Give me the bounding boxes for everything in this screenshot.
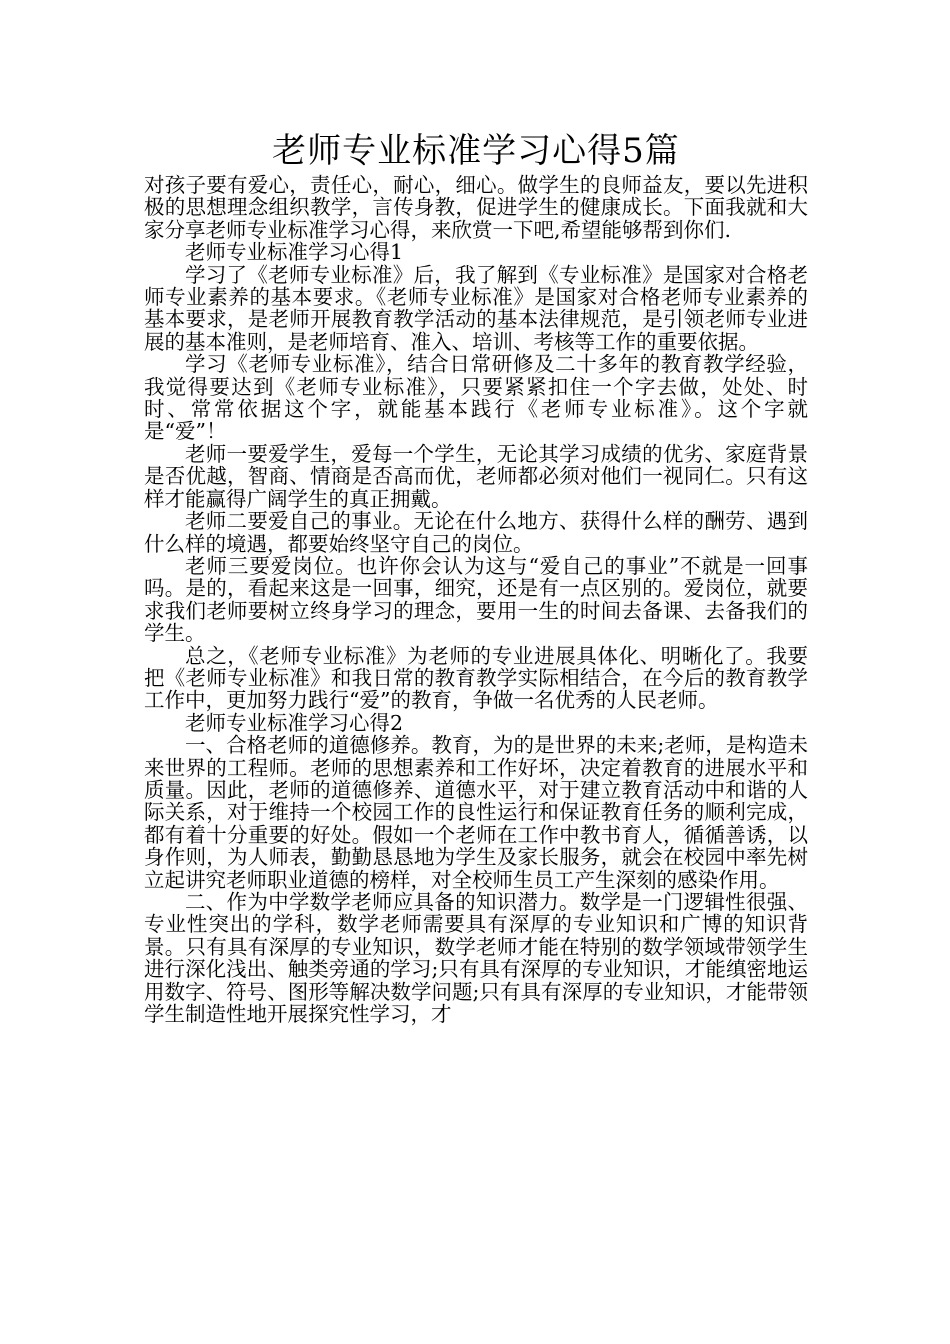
section-2-paragraph: 一、合格老师的道德修养。教育，为的是世界的未来;老师，是构造未来世界的工程师。老师的思想素养和工作好坏，决定着教育的进展水平和质量。因此，老师的道德修养、道德水平，对于建立教育活动中和谐的人际关系，对于维持一个校园工作的良性运行和保证教育任务的顺利完成，都有着十分重要的好处。假如一个老师在工作中教书育人，循循善诱，以身作则，为人师表，勤勤恳恳地为学生及家长服务，就会在校园中率先树立起讲究老师职业道德的榜样，对全校师生员工产生深刻的感染作用。	[144, 733, 808, 892]
section-1-paragraph: 老师一要爱学生，爱每一个学生，无论其学习成绩的优劣、家庭背景是否优越，智商、情商是否高而优，老师都必须对他们一视同仁。只有这样才能赢得广阔学生的真正拥戴。	[144, 441, 808, 511]
section-1-heading: 老师专业标准学习心得1	[185, 240, 404, 265]
document-title: 老师专业标准学习心得5篇	[272, 131, 680, 171]
section-1-paragraph: 学习了《老师专业标准》后，我了解到《专业标准》是国家对合格老师专业素养的基本要求。《老师专业标准》是国家对合格老师专业素养的基本要求，是老师开展教育教学活动的基本法律规范，是引领老师专业进展的基本准则，是老师培育、准入、培训、考核等工作的重要依据。	[144, 262, 808, 354]
section-1-paragraph: 总之，《老师专业标准》为老师的专业进展具体化、明晰化了。我要把《老师专业标准》和我日常的教育教学实际相结合，在今后的教育教学工作中，更加努力践行“爱”的教育，争做一名优秀的人民老师。	[144, 643, 808, 713]
section-1-paragraph: 老师二要爱自己的事业。无论在什么地方、获得什么样的酬劳、遇到什么样的境遇，都要始终坚守自己的岗位。	[144, 509, 808, 556]
document-page	[144, 128, 808, 1025]
section-2-paragraph: 二、作为中学数学老师应具备的知识潜力。数学是一门逻辑性很强、专业性突出的学科，数学老师需要具有深厚的专业知识和广博的知识背景。只有具有深厚的专业知识，数学老师才能在特别的数学领域带领学生进行深化浅出、触类旁通的学习;只有具有深厚的专业知识，才能缜密地运用数字、符号、图形等解决数学问题;只有具有深厚的专业知识，才能带领学生制造性地开展探究性学习，才	[144, 890, 808, 1027]
section-2-heading: 老师专业标准学习心得2	[185, 710, 404, 735]
section-1-paragraph: 学习《老师专业标准》，结合日常研修及二十多年的教育教学经验，我觉得要达到《老师专业标准》，只要紧紧扣住一个字去做，处处、时时、常常依据这个字，就能基本践行《老师专业标准》。这个字就是“爱”！	[144, 352, 808, 444]
intro-paragraph: 对孩子要有爱心，责任心，耐心，细心。做学生的良师益友，要以先进积极的思想理念组织教学，言传身教，促进学生的健康成长。下面我就和大家分享老师专业标准学习心得，来欣赏一下吧,希望能够帮到你们.	[144, 173, 808, 242]
section-1-paragraph: 老师三要爱岗位。也许你会认为这与“爱自己的事业”不就是一回事吗。是的，看起来这是一回事，细究，还是有一点区别的。爱岗位，就要求我们老师要树立终身学习的理念，要用一生的时间去备课、去备我们的学生。	[144, 553, 808, 646]
